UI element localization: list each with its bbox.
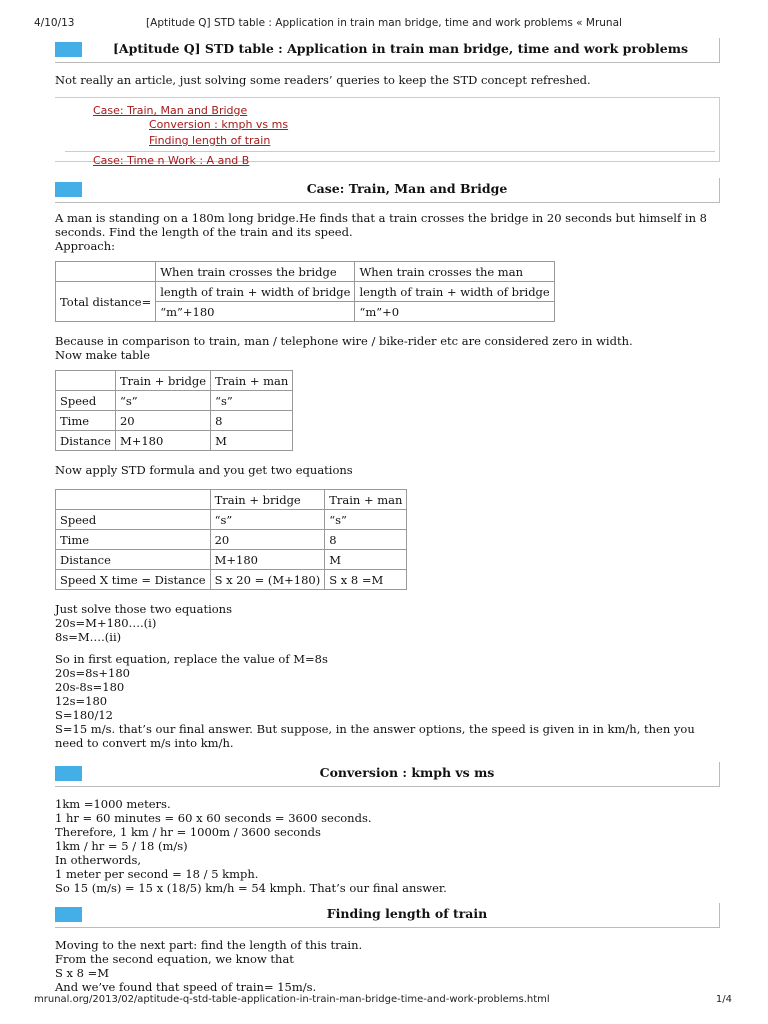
table-row: Train + bridge Train + man bbox=[56, 371, 293, 391]
table-row: When train crosses the bridge When train crosses the man bbox=[56, 262, 555, 282]
distance-table bbox=[55, 261, 555, 322]
conversion-line: Therefore, 1 km / hr = 1000m / 3600 seconds bbox=[55, 825, 321, 839]
solve-line: S=180/12 bbox=[55, 708, 113, 722]
solve-line: 12s=180 bbox=[55, 694, 108, 708]
length-line: From the second equation, we know that bbox=[55, 952, 294, 966]
conversion-line: So 15 (m/s) = 15 x (18/5) km/h = 54 kmph. That’s our final answer. bbox=[55, 881, 447, 895]
note-text: Now make table bbox=[55, 348, 150, 362]
section-heading-conversion bbox=[55, 762, 720, 787]
section-title: Conversion : kmph vs ms bbox=[319, 765, 495, 780]
toc-link-time-work[interactable]: Case: Time n Work : A and B bbox=[93, 154, 250, 167]
table-row: Total distance= length of train + width of bridge length of train + width of bridge bbox=[56, 282, 555, 302]
print-header bbox=[0, 15, 768, 31]
table-row: Time 20 8 bbox=[56, 411, 293, 431]
heading-marker-icon bbox=[55, 766, 82, 781]
conversion-line: In otherwords, bbox=[55, 853, 142, 867]
toc-link-length-of-train[interactable]: Finding length of train bbox=[149, 134, 271, 147]
toc-link-train-man-bridge[interactable]: Case: Train, Man and Bridge bbox=[93, 104, 248, 117]
solve-line: So in first equation, replace the value of M=8s bbox=[55, 652, 328, 666]
conversion-line: 1km / hr = 5 / 18 (m/s) bbox=[55, 839, 188, 853]
table-row: Speed “s” “s” bbox=[56, 510, 407, 530]
section-title: Finding length of train bbox=[326, 906, 488, 921]
heading-marker-icon bbox=[55, 42, 82, 57]
note-text: Now apply STD formula and you get two equations bbox=[55, 463, 353, 477]
solve-line: 20s=M+180….(i) bbox=[55, 616, 157, 630]
section-heading-length-of-train bbox=[55, 903, 720, 928]
conversion-line: 1km =1000 meters. bbox=[55, 797, 171, 811]
note-text: Because in comparison to train, man / telephone wire / bike-rider etc are considered zero in width. bbox=[55, 334, 633, 348]
table-row: Distance M+180 M bbox=[56, 550, 407, 570]
problem-text: A man is standing on a 180m long bridge.He finds that a train crosses the bridge in 20 seconds but himself in 8 seconds. Find the length of the train and its speed. bbox=[55, 211, 707, 239]
length-line: And we’ve found that speed of train= 15m/s. bbox=[55, 980, 317, 994]
print-title: [Aptitude Q] STD table : Application in train man bridge, time and work problems « Mrunal bbox=[146, 17, 622, 29]
table-row: Time 20 8 bbox=[56, 530, 407, 550]
print-url: mrunal.org/2013/02/aptitude-q-std-table-application-in-train-man-bridge-time-and-work-problems.html bbox=[34, 994, 550, 1005]
conversion-line: 1 hr = 60 minutes = 60 x 60 seconds = 3600 seconds. bbox=[55, 811, 372, 825]
toc-link-conversion[interactable]: Conversion : kmph vs ms bbox=[149, 118, 289, 131]
heading-marker-icon bbox=[55, 182, 82, 197]
intro-text: Not really an article, just solving some readers’ queries to keep the STD concept refreshed. bbox=[55, 73, 591, 87]
solve-line: S=15 m/s. that’s our final answer. But suppose, in the answer options, the speed is given in in km/h, then you need to convert m/s into km/h. bbox=[55, 722, 695, 750]
article-heading bbox=[55, 38, 720, 63]
table-of-contents bbox=[55, 97, 720, 167]
section-title: Case: Train, Man and Bridge bbox=[306, 181, 508, 196]
table-row: “m”+180 “m”+0 bbox=[56, 302, 555, 322]
solve-line: 20s-8s=180 bbox=[55, 680, 125, 694]
toc-divider bbox=[65, 151, 715, 152]
article-content bbox=[55, 38, 720, 994]
row-label: Total distance= bbox=[56, 282, 156, 322]
approach-label: Approach: bbox=[55, 239, 116, 253]
conversion-line: 1 meter per second = 18 / 5 kmph. bbox=[55, 867, 259, 881]
table-row: Distance M+180 M bbox=[56, 431, 293, 451]
table-row: Train + bridge Train + man bbox=[56, 490, 407, 510]
print-footer bbox=[0, 994, 768, 1008]
solve-line: 20s=8s+180 bbox=[55, 666, 130, 680]
table-row: Speed “s” “s” bbox=[56, 391, 293, 411]
page-number: 1/4 bbox=[715, 994, 732, 1005]
std-table bbox=[55, 370, 293, 451]
length-line: Moving to the next part: find the length of this train. bbox=[55, 938, 363, 952]
solve-line: 8s=M….(ii) bbox=[55, 630, 122, 644]
section-heading-train-man-bridge bbox=[55, 178, 720, 203]
length-line: S x 8 =M bbox=[55, 966, 110, 980]
article-title: [Aptitude Q] STD table : Application in train man bridge, time and work problems bbox=[113, 41, 688, 56]
heading-marker-icon bbox=[55, 907, 82, 922]
print-date: 4/10/13 bbox=[34, 17, 75, 29]
solve-line: Just solve those two equations bbox=[55, 602, 232, 616]
std-formula-table bbox=[55, 489, 407, 590]
table-row: Speed X time = Distance S x 20 = (M+180) S x 8 =M bbox=[56, 570, 407, 590]
